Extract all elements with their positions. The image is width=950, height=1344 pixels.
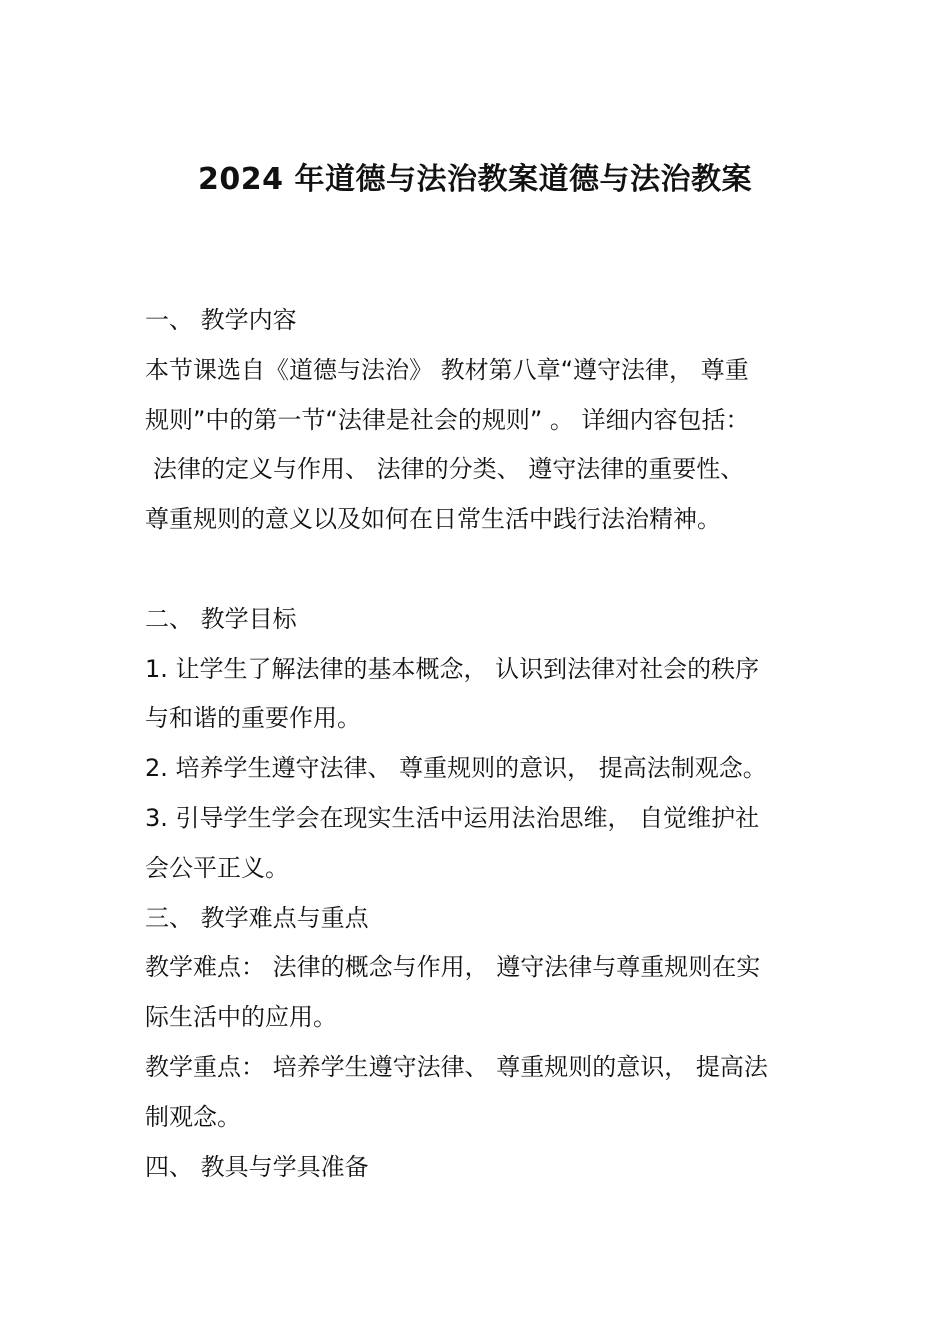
list-item-line: 3. 引导学生学会在现实生活中运用法治思维， 自觉维护社 [145, 803, 760, 832]
paragraph-line: 规则”中的第一节“法律是社会的规则” 。 详细内容包括： [145, 405, 750, 434]
paragraph-line: 教学重点： 培养学生遵守法律、 尊重规则的意识， 提高法 [145, 1052, 768, 1081]
paragraph-line: 尊重规则的意义以及如何在日常生活中践行法治精神。 [145, 505, 721, 534]
list-item-line: 会公平正义。 [145, 853, 289, 882]
paragraph-line: 本节课选自《道德与法治》 教材第八章“遵守法律， 尊重 [145, 355, 749, 384]
list-item-line: 2. 培养学生遵守法律、 尊重规则的意识， 提高法制观念。 [145, 754, 767, 783]
section-heading-2: 二、 教学目标 [145, 604, 297, 633]
section-heading-4: 四、 教具与学具准备 [145, 1152, 369, 1181]
paragraph-line: 际生活中的应用。 [145, 1003, 337, 1032]
list-item-line: 1. 让学生了解法律的基本概念， 认识到法律对社会的秩序 [145, 654, 760, 683]
document-body [145, 296, 825, 1192]
blank-line [145, 545, 825, 595]
section-heading-3: 三、 教学难点与重点 [145, 903, 369, 932]
paragraph-line: 法律的定义与作用、 法律的分类、 遵守法律的重要性、 [153, 455, 745, 484]
document-title: 2024 年道德与法治教案道德与法治教案 [198, 162, 752, 197]
list-item-line: 与和谐的重要作用。 [145, 704, 361, 733]
paragraph-line: 制观念。 [145, 1102, 241, 1131]
paragraph-line: 教学难点： 法律的概念与作用， 遵守法律与尊重规则在实 [145, 953, 761, 982]
section-heading-1: 一、 教学内容 [145, 306, 297, 334]
